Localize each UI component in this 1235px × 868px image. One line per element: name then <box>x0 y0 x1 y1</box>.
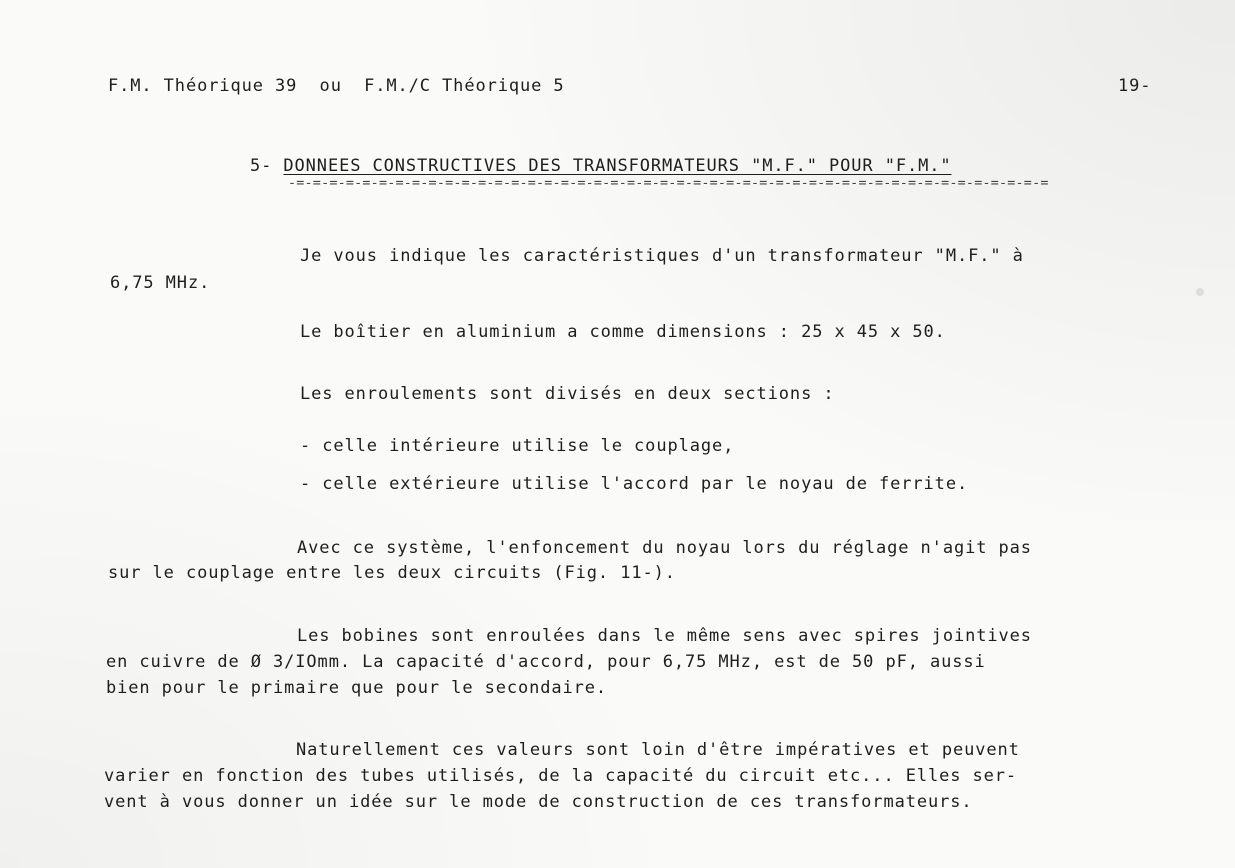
list-item-exterior: - celle extérieure utilise l'accord par le noyau de ferrite. <box>300 474 969 494</box>
title-double-rule: -=-=-=-=-=-=-=-=-=-=-=-=-=-=-=-=-=-=-=-=-=-=-=-=-=-=-=-=-=-=-=-=-=-=-=-=-=-=-=-=-=-=-=-=-=-= <box>288 176 1049 191</box>
paragraph-7-line-1: Naturellement ces valeurs sont loin d'être impératives et peuvent <box>296 740 1020 760</box>
paragraph-5-line-1: Avec ce système, l'enfoncement du noyau lors du réglage n'agit pas <box>297 538 1032 558</box>
paragraph-6-line-3: bien pour le primaire que pour le secondaire. <box>106 678 608 698</box>
section-title <box>250 156 952 176</box>
paragraph-3: Les enroulements sont divisés en deux sections : <box>300 384 835 404</box>
paragraph-5-line-2: sur le couplage entre les deux circuits (Fig. 11-). <box>108 563 676 583</box>
paragraph-2: Le boîtier en aluminium a comme dimensions : 25 x 45 x 50. <box>300 322 946 342</box>
section-title-text: DONNEES CONSTRUCTIVES DES TRANSFORMATEURS "M.F." POUR "F.M." <box>283 156 952 176</box>
scan-speck <box>1196 288 1204 296</box>
section-number: 5- <box>250 156 284 176</box>
list-item-interior: - celle intérieure utilise le couplage, <box>300 436 735 456</box>
paragraph-7-line-3: vent à vous donner un idée sur le mode de construction de ces transformateurs. <box>104 792 973 812</box>
paragraph-7-line-2: varier en fonction des tubes utilisés, de la capacité du circuit etc... Elles ser- <box>104 766 1018 786</box>
paragraph-6-line-1: Les bobines sont enroulées dans le même sens avec spires jointives <box>297 626 1032 646</box>
page-number: 19- <box>1118 76 1152 96</box>
paragraph-1-line-2: 6,75 MHz. <box>110 273 211 293</box>
paragraph-6-line-2: en cuivre de Ø 3/IOmm. La capacité d'accord, pour 6,75 MHz, est de 50 pF, aussi <box>106 652 986 672</box>
running-header: F.M. Théorique 39 ou F.M./C Théorique 5 <box>108 76 565 96</box>
paragraph-1-line-1: Je vous indique les caractéristiques d'un transformateur "M.F." à <box>300 246 1024 266</box>
